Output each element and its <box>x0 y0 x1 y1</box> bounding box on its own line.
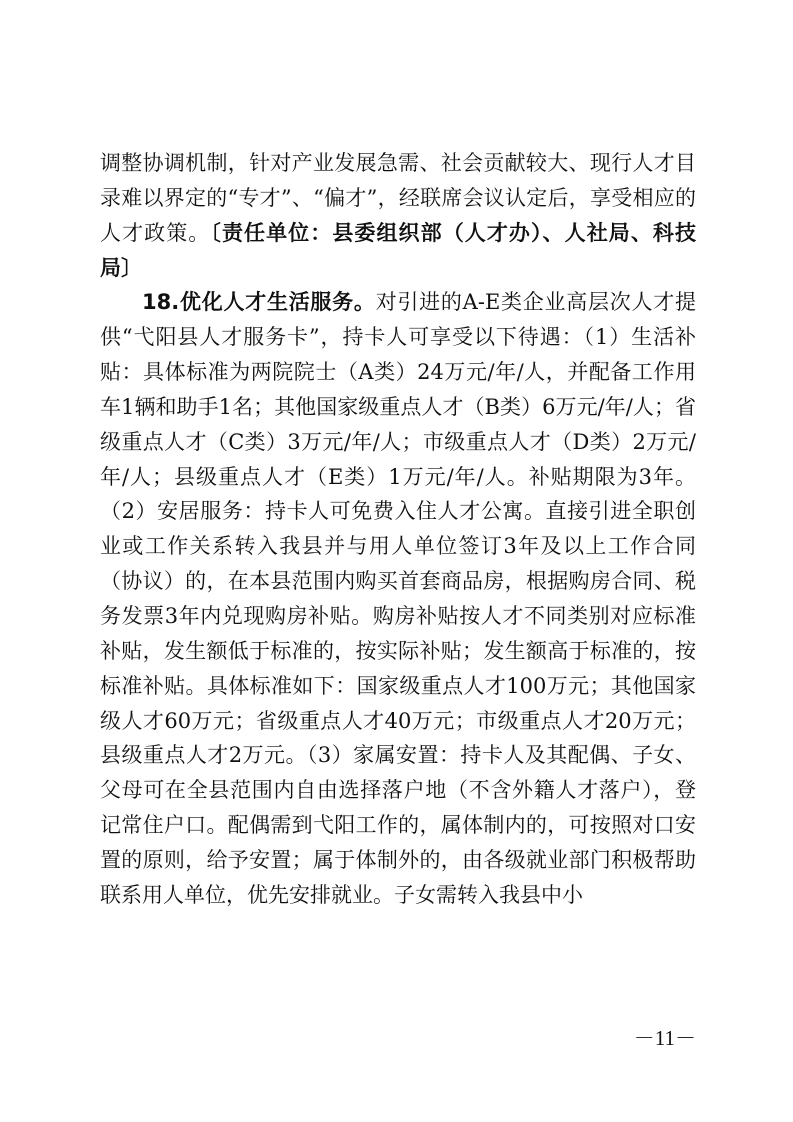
responsible-units: 〔责任单位：县委组织部（人才办）、人社局、科技局〕 <box>100 220 697 280</box>
body-text <box>100 146 696 913</box>
paragraph-living-services <box>100 285 696 912</box>
paragraph-talent-policy <box>100 146 696 285</box>
paragraph-text: 调整协调机制，针对产业发展急需、社会贡献较大、现行人才目录难以界定的“专才”、“偏才”，经联席会议认定后，享受相应的人才政策。 <box>100 151 696 245</box>
section-heading: 18.优化人才生活服务。 <box>142 290 376 315</box>
page-number: －11－ <box>633 1026 696 1050</box>
paragraph-text: 对引进的A-E类企业高层次人才提供“弋阳县人才服务卡”，持卡人可享受以下待遇：（1）生活补贴：具体标准为两院院士（A类）24万元/年/人，并配备工作用车1辆和助手1名；其他国家级重点人才（B类）6万元/年/人；省级重点人才（C类）3万元/年/人；市级重点人才（D类）2万元/年/人；县级重点人才（E类）1万元/年/人。补贴期限为3年。（2）安居服务：持卡人可免费入住人才公寓。直接引进全职创业或工作关系转入我县并与用人单位签订3年及以上工作合同（协议）的，在本县范围内购买首套商品房，根据购房合同、税务发票3年内兑现购房补贴。购房补贴按人才不同类别对应标准补贴，发生额低于标准的，按实际补贴；发生额高于标准的，按标准补贴。具体标准如下：国家级重点人才100万元；其他国家级人才60万元；省级重点人才40万元；市级重点人才20万元；县级重点人才2万元。（3）家属安置：持卡人及其配偶、子女、父母可在全县范围内自由选择落户地（不含外籍人才落户），登记常住户口。配偶需到弋阳工作的，属体制内的，可按照对口安置的原则，给予安置；属于体制外的，由各级就业部门积极帮助联系用人单位，优先安排就业。子女需转入我县中小 <box>100 290 697 907</box>
